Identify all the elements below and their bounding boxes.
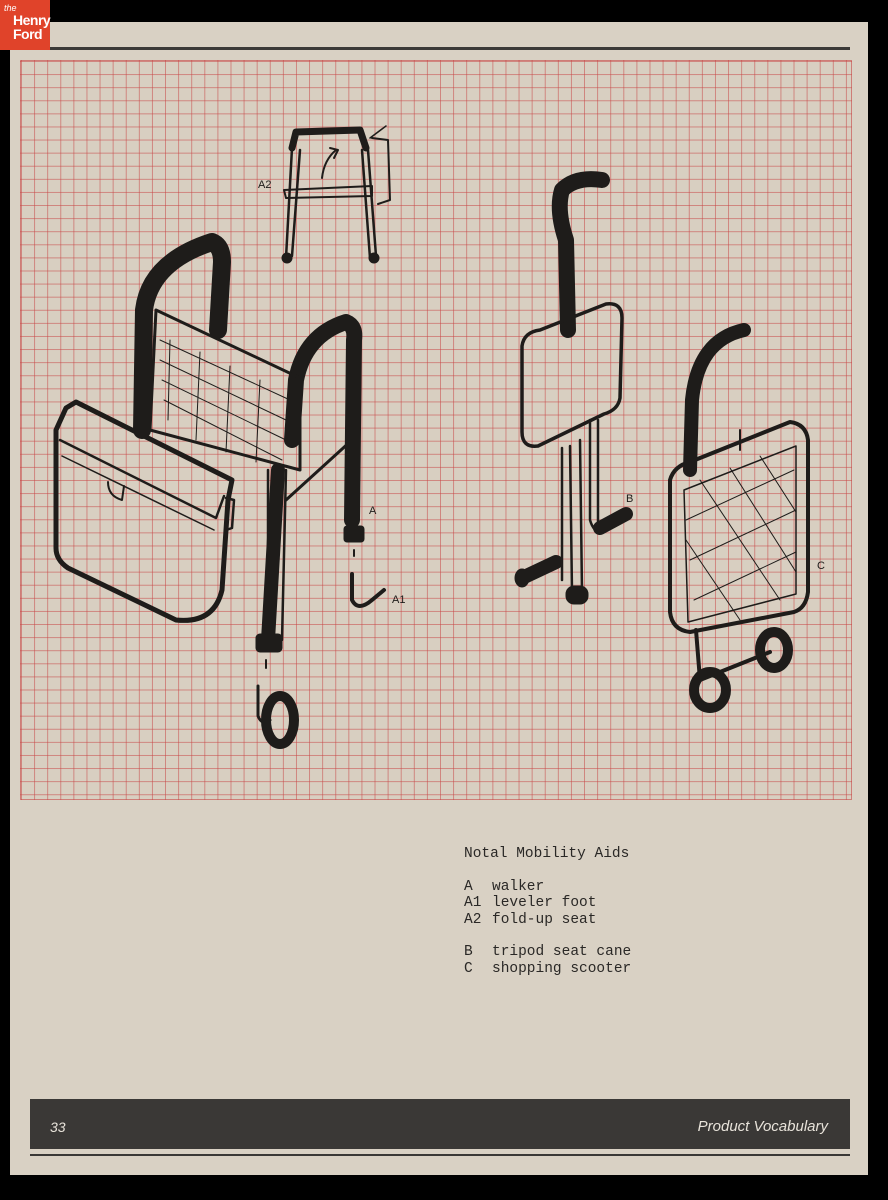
tripod-seat-cane-drawing xyxy=(516,179,626,604)
logo-henry: Henry xyxy=(13,12,51,28)
caption-row xyxy=(464,912,631,929)
caption-row xyxy=(464,961,631,978)
label-a2: A2 xyxy=(258,179,272,191)
caption-title: Notal Mobility Aids xyxy=(464,846,630,862)
caption-text: leveler foot xyxy=(492,895,597,911)
henry-ford-logo xyxy=(0,0,50,50)
logo-ford: Ford xyxy=(13,26,43,42)
section-title: Product Vocabulary xyxy=(697,1118,828,1135)
label-a1: A1 xyxy=(392,594,406,606)
caption-code: C xyxy=(464,960,473,977)
caption-row xyxy=(464,879,631,896)
caption-group-walker xyxy=(464,879,631,929)
caption-row xyxy=(464,944,631,961)
caption-text: walker xyxy=(492,878,545,895)
footer-bar xyxy=(30,1099,850,1149)
caption-group-other xyxy=(464,944,631,977)
caption-code: A1 xyxy=(464,895,482,911)
logo-the: the xyxy=(4,3,17,13)
figure-caption xyxy=(464,846,631,977)
caption-text: shopping scooter xyxy=(492,960,632,977)
caption-code: A xyxy=(464,878,473,895)
fold-up-seat-drawing xyxy=(282,126,390,263)
shopping-scooter-drawing xyxy=(670,330,808,708)
label-c: C xyxy=(817,560,825,572)
caption-row xyxy=(464,895,631,912)
caption-code: A2 xyxy=(464,911,482,928)
page-number: 33 xyxy=(50,1119,66,1135)
label-a: A xyxy=(369,505,377,517)
caption-text: fold-up seat xyxy=(492,911,597,928)
bottom-rule xyxy=(30,1154,850,1156)
caption-code: B xyxy=(464,944,473,960)
label-b: B xyxy=(626,493,634,505)
walker-drawing xyxy=(56,242,384,744)
caption-text: tripod seat cane xyxy=(492,944,632,960)
